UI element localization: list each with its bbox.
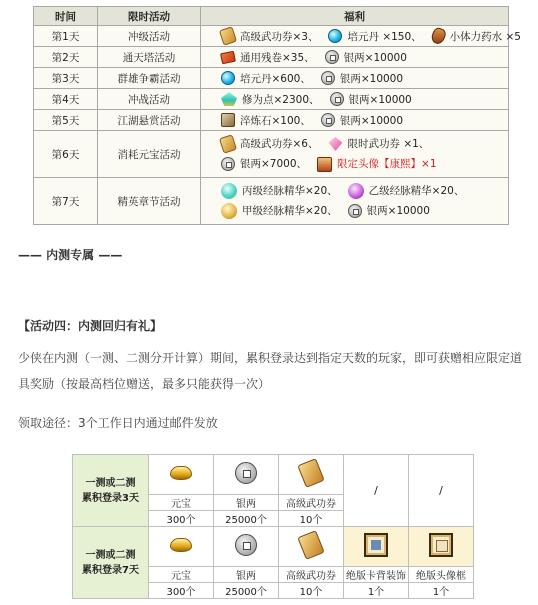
reward-item (221, 134, 318, 154)
reward-line (221, 89, 508, 109)
tier7-label-line2: 累积登录7天 (82, 564, 139, 576)
schedule-row (34, 110, 509, 131)
reward-item (317, 154, 436, 174)
tier7-item-ingot (149, 527, 214, 567)
tier3-label-line2: 累积登录3天 (82, 492, 139, 504)
essence-gold-icon (221, 203, 237, 219)
reward-item (328, 134, 429, 154)
tier7-name-cardback: 绝版卡背装饰 (344, 567, 409, 583)
coin-icon (330, 92, 344, 106)
tier7-qty-cardback: 1个 (344, 583, 409, 599)
tier7-name-ingot: 元宝 (149, 567, 214, 583)
reward-text: 高级武功券×3、 (240, 30, 319, 43)
tier7-icon-row (73, 527, 474, 567)
schedule-row (34, 89, 509, 110)
schedule-activity: 精英章节活动 (98, 178, 201, 225)
tier3-icon-row (73, 455, 474, 495)
reward-item (348, 201, 430, 221)
schedule-activity: 冲战活动 (98, 89, 201, 110)
reward-text: 银两×10000 (366, 205, 430, 217)
potion-icon (429, 26, 447, 46)
gem-icon (328, 137, 342, 151)
header-rewards: 福利 (201, 7, 509, 26)
schedule-rewards (201, 178, 509, 225)
reward-text: 培元丹 ×150、 (347, 30, 422, 43)
reward-text: 银两×10000 (348, 93, 412, 106)
avatar-icon (317, 157, 332, 172)
tier7-label-line1: 一测或二测 (85, 549, 136, 561)
reward-item (325, 50, 407, 65)
tier3-name-ingot: 元宝 (149, 495, 214, 511)
reward-item (330, 92, 412, 107)
reward-line (221, 110, 508, 130)
schedule-rewards (201, 26, 521, 47)
activity4-route: 领取途径：3个工作日内通过邮件发放 (18, 416, 218, 430)
schedule-rewards (201, 68, 509, 89)
tier7-item-silver (214, 527, 279, 567)
tier7-name-silver: 银两 (214, 567, 279, 583)
schedule-rewards (201, 89, 509, 110)
schedule-row (34, 68, 509, 89)
coin-icon (348, 204, 362, 218)
ticket-icon (220, 50, 236, 64)
reward-item (221, 28, 318, 44)
schedule-row (34, 47, 509, 68)
reward-item (221, 50, 315, 65)
tier7-item-cardback (344, 527, 409, 567)
schedule-day: 第2天 (34, 47, 98, 68)
card-back-icon (364, 533, 388, 557)
schedule-day: 第3天 (34, 68, 98, 89)
tier3-item-silver (214, 455, 279, 495)
schedule-rewards (201, 47, 509, 68)
martial-scroll-icon (297, 458, 325, 488)
schedule-rewards (201, 110, 509, 131)
tier3-name-scroll: 高级武功券 (279, 495, 344, 511)
coin-icon (321, 71, 335, 85)
schedule-header-row (34, 7, 509, 26)
tier7-name-avatarframe: 绝版头像框 (409, 567, 474, 583)
schedule-activity: 江湖悬赏活动 (98, 110, 201, 131)
reward-text: 培元丹×600、 (240, 72, 311, 85)
orb-icon (328, 29, 342, 43)
reward-item (221, 71, 311, 86)
schedule-day: 第4天 (34, 89, 98, 110)
tier3-label (73, 455, 149, 527)
reward-text: 限定头像【康熙】×1 (337, 158, 437, 170)
reward-line (221, 181, 508, 201)
reward-text: 限时武功券 ×1、 (347, 138, 430, 150)
reward-text: 银两×10000 (339, 114, 404, 127)
tier3-item-ingot (149, 455, 214, 495)
essence-purple-icon (348, 183, 364, 199)
schedule-row (34, 178, 509, 225)
tier3-empty-1: / (344, 455, 409, 527)
reward-text: 通用残卷×35、 (240, 51, 315, 64)
reward-line (221, 26, 521, 46)
reward-text: 丙级经脉精华×20、 (242, 185, 338, 197)
essence-cyan-icon (221, 183, 237, 199)
reward-line (221, 154, 508, 174)
schedule-body (34, 26, 521, 225)
reward-text: 甲级经脉精华×20、 (242, 205, 338, 217)
stone-icon (221, 113, 235, 127)
tier7-item-avatarframe (409, 527, 474, 567)
schedule-day: 第6天 (34, 131, 98, 178)
schedule-day: 第5天 (34, 110, 98, 131)
reward-item (221, 92, 320, 107)
reward-item (221, 113, 311, 128)
reward-line (221, 134, 508, 154)
reward-text: 银两×7000、 (240, 158, 308, 170)
scroll-icon (219, 26, 237, 46)
section-title: —— 内测专属 —— (18, 248, 123, 262)
tier3-item-scroll (279, 455, 344, 495)
tier3-name-silver: 银两 (214, 495, 279, 511)
martial-scroll-icon (297, 530, 325, 560)
coin-icon (325, 50, 339, 64)
gold-ingot-icon (170, 538, 192, 552)
silver-coin-icon (235, 462, 257, 484)
schedule-row (34, 131, 509, 178)
reward-text: 银两×10000 (339, 72, 404, 85)
reward-text: 高级武功券×6、 (240, 138, 319, 150)
schedule-activity: 消耗元宝活动 (98, 131, 201, 178)
schedule-row (34, 26, 509, 47)
tier7-name-scroll: 高级武功券 (279, 567, 344, 583)
reward-text: 修为点×2300、 (242, 93, 320, 106)
schedule-table (33, 6, 521, 225)
crystal-icon (221, 92, 237, 106)
tier7-label (73, 527, 149, 599)
reward-line (221, 201, 508, 221)
activity4-heading: 【活动四：内测回归有礼】 (18, 319, 163, 333)
schedule-day: 第7天 (34, 178, 98, 225)
schedule-rewards (201, 131, 509, 178)
reward-line (221, 47, 508, 67)
schedule-activity: 冲级活动 (98, 26, 201, 47)
reward-text: 淬炼石×100、 (240, 114, 311, 127)
reward-item (321, 71, 403, 86)
reward-text: 银两×10000 (343, 51, 407, 64)
tier7-qty-avatarframe: 1个 (409, 583, 474, 599)
reward-item (221, 154, 307, 174)
tier7-qty-ingot: 300个 (149, 583, 214, 599)
tier3-qty-scroll: 10个 (279, 511, 344, 527)
activity4-description: 少侠在内测（一测、二测分开计算）期间，累积登录达到指定天数的玩家，即可获赠相应限定道具奖励（按最高档位赠送，最多只能获得一次） (18, 351, 523, 391)
schedule-day: 第1天 (34, 26, 98, 47)
reward-line (221, 68, 508, 88)
tier7-qty-silver: 25000个 (214, 583, 279, 599)
tier7-item-scroll (279, 527, 344, 567)
reward-text: 乙级经脉精华×20、 (368, 185, 465, 197)
login-reward-table (72, 454, 474, 599)
tier7-qty-scroll: 10个 (279, 583, 344, 599)
scroll-icon (219, 134, 237, 154)
orb-icon (221, 71, 235, 85)
reward-item (221, 201, 338, 221)
reward-item (328, 29, 421, 44)
tier3-label-line1: 一测或二测 (85, 477, 136, 489)
schedule-activity: 通天塔活动 (98, 47, 201, 68)
coin-icon (221, 157, 235, 171)
header-activity: 限时活动 (98, 7, 201, 26)
gold-ingot-icon (170, 466, 192, 480)
reward-item (321, 113, 403, 128)
coin-icon (321, 113, 335, 127)
tier3-qty-ingot: 300个 (149, 511, 214, 527)
reward-item (221, 181, 338, 201)
reward-item (432, 28, 521, 44)
schedule-activity: 群雄争霸活动 (98, 68, 201, 89)
silver-coin-icon (235, 534, 257, 556)
reward-text: 小体力药水 ×5 (449, 30, 521, 43)
reward-item (348, 181, 465, 201)
tier3-qty-silver: 25000个 (214, 511, 279, 527)
avatar-frame-icon (429, 533, 453, 557)
tier3-empty-2: / (409, 455, 474, 527)
header-time: 时间 (34, 7, 98, 26)
